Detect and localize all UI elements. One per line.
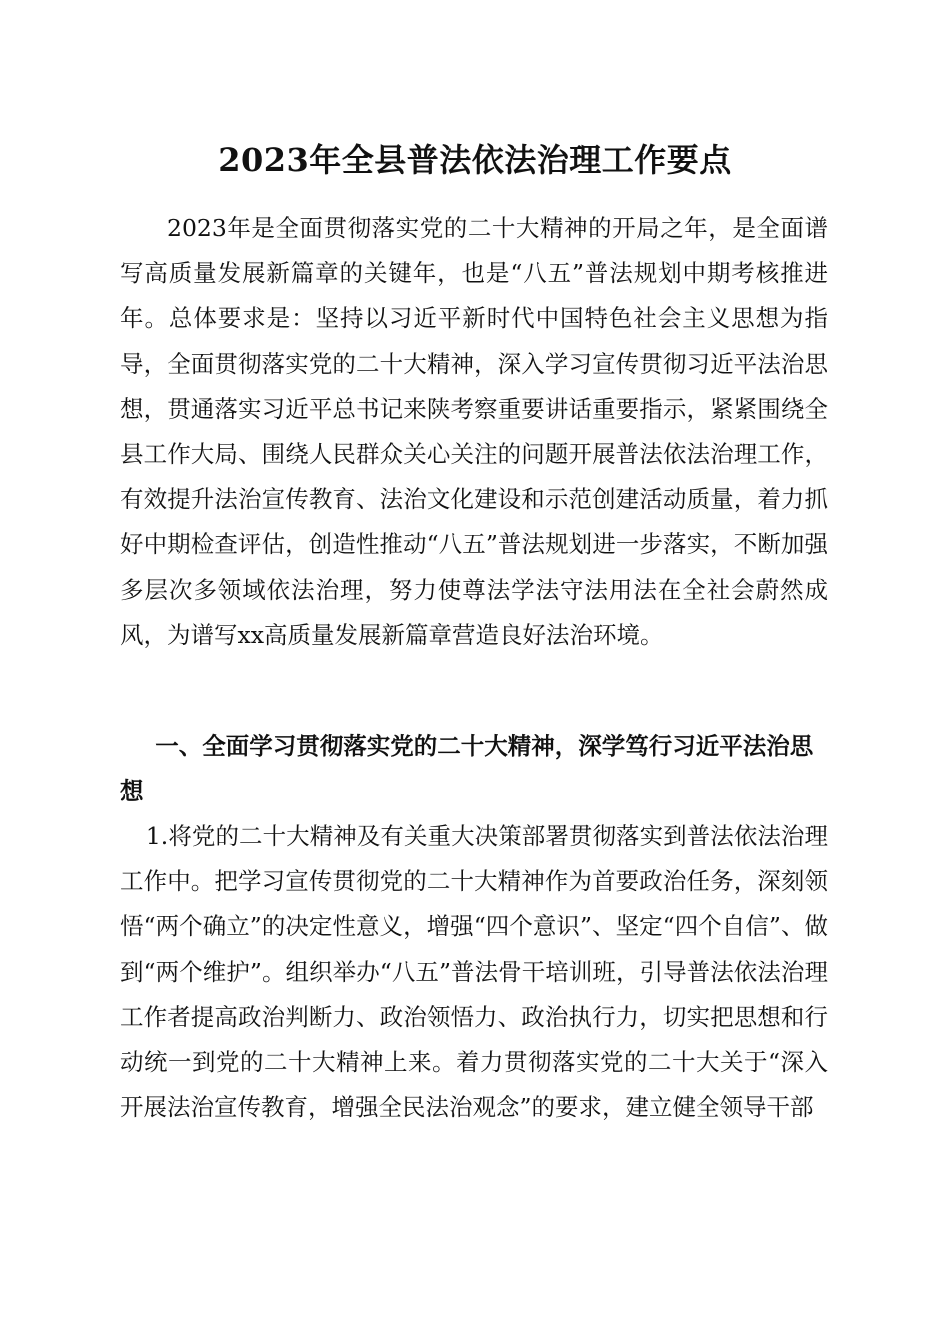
document-title: 2023年全县普法依法治理工作要点 [218, 141, 732, 179]
section-heading-1: 一、全面学习贯彻落实党的二十大精神，深学笃行习近平法治思想 [120, 732, 814, 806]
section-1-item-1: 1.将党的二十大精神及有关重大决策部署贯彻落实到普法依法治理工作中。把学习宣传贯彻党的二十大精神作为首要政治任务，深刻领悟“两个确立”的决定性意义，增强“四个意识”、坚定“四个自信”、做到“两个维护”。组织举办“八五”普法骨干培训班，引导普法依法治理工作者提高政治判断力、政治领悟力、政治执行力，切实把思想和行动统一到党的二十大精神上来。着力贯彻落实党的二十大关于“深入开展法治宣传教育，增强全民法治观念”的要求，建立健全领导干部 [120, 822, 828, 1122]
intro-paragraph: 2023年是全面贯彻落实党的二十大精神的开局之年，是全面谱写高质量发展新篇章的关键年，也是“八五”普法规划中期考核推进年。总体要求是：坚持以习近平新时代中国特色社会主义思想为指导，全面贯彻落实党的二十大精神，深入学习宣传贯彻习近平法治思想，贯通落实习近平总书记来陕考察重要讲话重要指示，紧紧围绕全县工作大局、围绕人民群众关心关注的问题开展普法依法治理工作，有效提升法治宣传教育、法治文化建设和示范创建活动质量，着力抓好中期检查评估，创造性推动“八五”普法规划进一步落实，不断加强多层次多领域依法治理，努力使尊法学法守法用法在全社会蔚然成风，为谱写xx高质量发展新篇章营造良好法治环境。 [120, 214, 828, 649]
